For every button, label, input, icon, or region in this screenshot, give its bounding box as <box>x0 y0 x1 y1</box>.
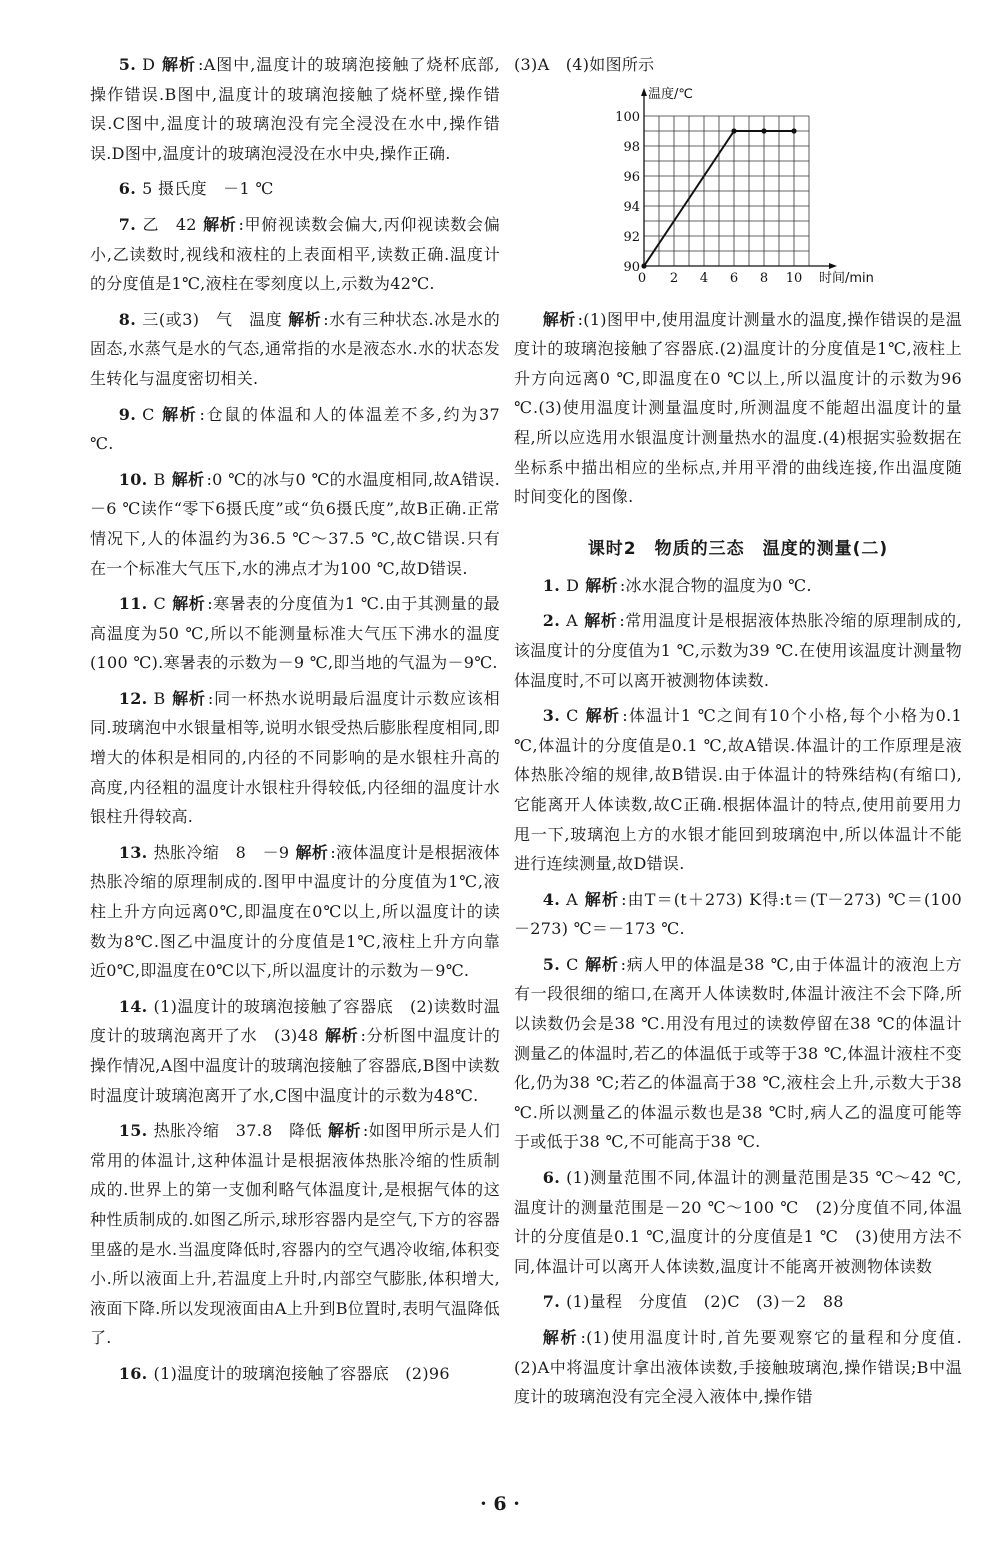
analysis-label: 解析 <box>171 469 205 489</box>
tail-analysis-label: 解析 <box>542 1328 579 1347</box>
temperature-time-chart <box>514 86 962 301</box>
answer-item <box>514 885 962 944</box>
item-number: 5. <box>542 954 561 974</box>
left-column <box>90 50 500 1395</box>
x-axis-label: 时间/min <box>819 270 874 286</box>
item-number: 11. <box>118 594 148 614</box>
item-number: 7. <box>118 214 137 234</box>
item-answer: D <box>566 575 580 595</box>
analysis-text: :如图甲所示是人们常用的体温计,这种体温计是根据液体热胀冷缩的性质制成的.世界上的第一支伽利略气体温度计,是根据气体的这种性质制成的.如图乙所示,球形容器内是空气,下方的容器里盛的是水.当温度降低时,容器内的空气遇冷收缩,体积变小.所以液面上升,若温度上升时,内部空气膨胀,体积增大,液面下降.所以发现液面由A上升到B位置时,表明气温降低了. <box>90 1121 500 1348</box>
analysis-text: :仓鼠的体温和人的体温差不多,约为37 ℃. <box>90 404 500 454</box>
data-point <box>791 128 796 133</box>
analysis-label: 解析 <box>324 1026 359 1046</box>
right-column <box>514 50 962 1418</box>
tail-analysis-text: :(1)使用温度计时,首先要观察它的量程和分度值.(2)A中将温度计拿出液体读数,手接触玻璃泡,操作错误;B中温度计的玻璃泡没有完全浸入液体中,操作错 <box>514 1328 962 1407</box>
item-answer: 5 摄氏度 －1 ℃ <box>142 179 274 199</box>
x-tick-label: 4 <box>699 270 709 286</box>
x-tick-label: 0 <box>637 270 647 286</box>
y-tick-label: 96 <box>623 169 640 185</box>
y-tick-label: 94 <box>623 199 640 215</box>
item-number: 14. <box>118 996 148 1016</box>
item-number: 2. <box>542 611 561 631</box>
item-answer: B <box>153 688 166 708</box>
answer-item <box>90 400 500 459</box>
chart-analysis <box>514 305 962 512</box>
analysis-label: 解析 <box>585 575 618 595</box>
y-tick-label: 92 <box>623 229 640 245</box>
item-answer: C <box>142 404 155 424</box>
analysis-text: :液体温度计是根据液体热胀冷缩的原理制成的.图甲中温度计的分度值为1℃,液柱上升方向远离0℃,即温度在0℃以上,所以温度计的读数为8℃.图乙中温度计的分度值是1℃,液柱上升方向靠近0℃,即温度在0℃以下,所以温度计的示数为－9℃. <box>90 842 500 981</box>
answer-item <box>514 606 962 695</box>
item-number: 1. <box>542 575 561 595</box>
item-answer: C <box>153 594 167 614</box>
answer-item <box>90 684 500 832</box>
y-axis-label: 温度/℃ <box>648 86 693 102</box>
analysis-label: 解析 <box>161 55 196 74</box>
item-answer: 热胀冷缩 8 －9 <box>153 842 290 862</box>
analysis-text: :0 ℃的冰与0 ℃的水温度相同,故A错误.－6 ℃读作“零下6摄氏度”或“负6摄氏度”,故B正确.正常情况下,人的体温约为36.5 ℃～37.5 ℃,故C错误.只有在一个标准大气压下,水的沸点才为100 ℃,故D错误. <box>90 469 501 578</box>
page-number: · 6 · <box>480 1493 520 1515</box>
x-tick-label: 8 <box>759 270 769 286</box>
analysis-label: 解析 <box>171 688 206 708</box>
answer-line: (3)A (4)如图所示 <box>514 55 655 74</box>
answer-item <box>514 571 962 601</box>
analysis-label: 解析 <box>584 954 619 974</box>
analysis-label: 解析 <box>160 404 198 424</box>
right-items <box>514 571 962 1317</box>
y-tick-label: 90 <box>623 259 640 275</box>
data-point <box>761 128 766 133</box>
item-answer: C <box>566 954 579 974</box>
analysis-label: 解析 <box>172 594 206 614</box>
answer-item <box>90 174 500 204</box>
analysis-label: 解析 <box>328 1121 361 1141</box>
item-number: 9. <box>118 404 137 424</box>
analysis-text: :常用温度计是根据液体热胀冷缩的原理制成的,该温度计的分度值为1 ℃,示数为39 ℃.在使用该温度计测量物体温度时,不可以离开被测物体读数. <box>514 611 963 690</box>
item-number: 15. <box>118 1121 148 1141</box>
y-tick-label: 100 <box>615 109 640 125</box>
item-answer: 三(或3) 气 温度 <box>142 309 283 329</box>
answer-item <box>90 1116 500 1353</box>
item-answer: (1)测量范围不同,体温计的测量范围是35 ℃～42 ℃,温度计的测量范围是－20 ℃～100 ℃ (2)分度值不同,体温计的分度值是0.1 ℃,温度计的分度值是1 ℃ (3)使用方法不同,体温计可以离开人体读数,温度计不能离开被测物体读数 <box>514 1168 962 1276</box>
analysis-text: :病人甲的体温是38 ℃,由于体温计的液泡上方有一段很细的缩口,在离开人体读数时,体温计液注不会下降,所以读数仍会是38 ℃.用没有甩过的读数停留在38 ℃的体温计测量乙的体温时,若乙的体温低于或等于38 ℃,体温计液柱不变化,仍为38 ℃;若乙的体温高于38 ℃,液柱会上升,示数大于38 ℃.所以测量乙的体温示数也是38 ℃时,病人乙的温度可能等于或低于38 ℃,不可能高于38 ℃. <box>514 954 962 1152</box>
item-number: 8. <box>118 309 137 329</box>
analysis-text: :分析图中温度计的操作情况,A图中温度计的玻璃泡接触了容器底,B图中读数时温度计玻璃泡离开了水,C图中温度计的示数为48℃. <box>90 1026 501 1105</box>
x-axis-arrow <box>829 263 837 269</box>
item-number: 4. <box>542 889 561 909</box>
analysis-label: 解析 <box>288 309 322 329</box>
item-number: 6. <box>542 1168 561 1188</box>
answer-item <box>90 210 500 299</box>
analysis-label: 解析 <box>295 842 329 862</box>
item-number: 13. <box>118 842 148 862</box>
x-tick-label: 10 <box>785 270 803 286</box>
analysis-text: :(1)图甲中,使用温度计测量水的温度,操作错误的是温度计的玻璃泡接触了容器底.(2)温度计的分度值是1℃,液柱上升方向远离0 ℃,即温度在0 ℃以上,所以温度计的示数为96 ℃.(3)使用温度计测量温度时,所测温度不能超出温度计的量程,所以应选用水银温度计测量热水的温度.(4)根据实验数据在坐标系中描出相应的坐标点,并用平滑的曲线连接,作出温度随时间变化的图像. <box>514 309 963 507</box>
item-number: 6. <box>118 179 137 199</box>
answer-item <box>514 950 962 1157</box>
data-point <box>731 128 736 133</box>
item-number: 12. <box>118 688 148 708</box>
answer-item <box>514 1163 962 1281</box>
x-tick-label: 2 <box>669 270 679 286</box>
answer-item <box>514 701 962 879</box>
analysis-text: :同一杯热水说明最后温度计示数应该相同.玻璃泡中水银量相等,说明水银受热后膨胀程度相同,即增大的体积是相同的,内径的不同影响的是水银柱升高的高度,内径粗的温度计水银柱升得较低,内径细的温度计水银柱升得较高. <box>90 688 500 827</box>
item-answer: B <box>153 469 166 489</box>
answer-item <box>514 1287 962 1317</box>
answer-item <box>90 305 500 394</box>
item-answer: A <box>566 889 578 909</box>
y-tick-label: 98 <box>623 139 640 155</box>
item-number: 16. <box>118 1363 148 1383</box>
analysis-text: :由T＝(t＋273) K得:t＝(T－273) ℃＝(100－273) ℃＝－173 ℃. <box>514 889 962 939</box>
chart-svg <box>514 86 962 301</box>
answer-item <box>90 465 500 583</box>
analysis-text: :A图中,温度计的玻璃泡接触了烧杯底部,操作错误.B图中,温度计的玻璃泡接触了烧杯壁,操作错误.C图中,温度计的玻璃泡没有完全浸没在水中,操作错误.D图中,温度计的玻璃泡浸没在水中央,操作正确. <box>90 55 500 163</box>
analysis-label: 解析 <box>202 214 237 234</box>
analysis-text: :水有三种状态.冰是水的固态,水蒸气是水的气态,通常指的水是液态水.水的状态发生转化与温度密切相关. <box>90 309 501 388</box>
item-number: 10. <box>118 469 148 489</box>
analysis-label: 解析 <box>584 706 621 726</box>
y-axis-arrow <box>641 88 647 96</box>
item-answer: (1)温度计的玻璃泡接触了容器底 (2)96 <box>153 1363 450 1383</box>
data-point <box>641 263 646 268</box>
analysis-label: 解析 <box>583 611 618 631</box>
item-number: 5. <box>118 55 137 74</box>
analysis-text: :寒暑表的分度值为1 ℃.由于其测量的最高温度为50 ℃,所以不能测量标准大气压下沸水的温度(100 ℃).寒暑表的示数为－9 ℃,即当地的气温为－9℃. <box>90 594 500 673</box>
analysis-text: :体温计1 ℃之间有10个小格,每个小格为0.1 ℃,体温计的分度值是0.1 ℃,故A错误.体温计的工作原理是液体热胀冷缩的规律,故B错误.由于体温计的特殊结构(有缩口),它能离开人体读数,故C正确.根据体温计的特点,使用前要用力甩一下,玻璃泡上方的水银才能回到玻璃泡中,所以体温计不能进行连续测量,故D错误. <box>514 706 962 874</box>
item-answer: C <box>566 706 579 726</box>
answer-item <box>90 838 500 986</box>
answer-item <box>90 50 500 168</box>
section-title: 课时2 物质的三态 温度的测量(二) <box>587 538 889 559</box>
answer-item <box>90 992 500 1110</box>
item-number: 3. <box>542 706 561 726</box>
analysis-label: 解析 <box>583 889 620 909</box>
item-answer: (1)温度计的玻璃泡接触了容器底 (2)读数时温度计的玻璃泡离开了水 (3)48 <box>90 996 500 1046</box>
tail-analysis <box>514 1323 962 1412</box>
item-answer: 乙 42 <box>142 214 197 234</box>
analysis-text: :甲俯视读数会偏大,丙仰视读数会偏小,乙读数时,视线和液柱的上表面相平,读数正确.温度计的分度值是1℃,液柱在零刻度以上,示数为42℃. <box>90 214 500 294</box>
answer-item <box>90 1359 500 1389</box>
analysis-text: :冰水混合物的温度为0 ℃. <box>619 575 812 595</box>
item-answer: D <box>142 55 156 74</box>
answer-item <box>90 589 500 678</box>
analysis-label: 解析 <box>542 309 576 329</box>
item-answer: (1)量程 分度值 (2)C (3)－2 88 <box>566 1292 844 1312</box>
item-number: 7. <box>542 1292 561 1312</box>
item-answer: A <box>566 611 578 631</box>
item-answer: 热胀冷缩 37.8 降低 <box>153 1121 323 1141</box>
x-tick-label: 6 <box>729 270 739 286</box>
